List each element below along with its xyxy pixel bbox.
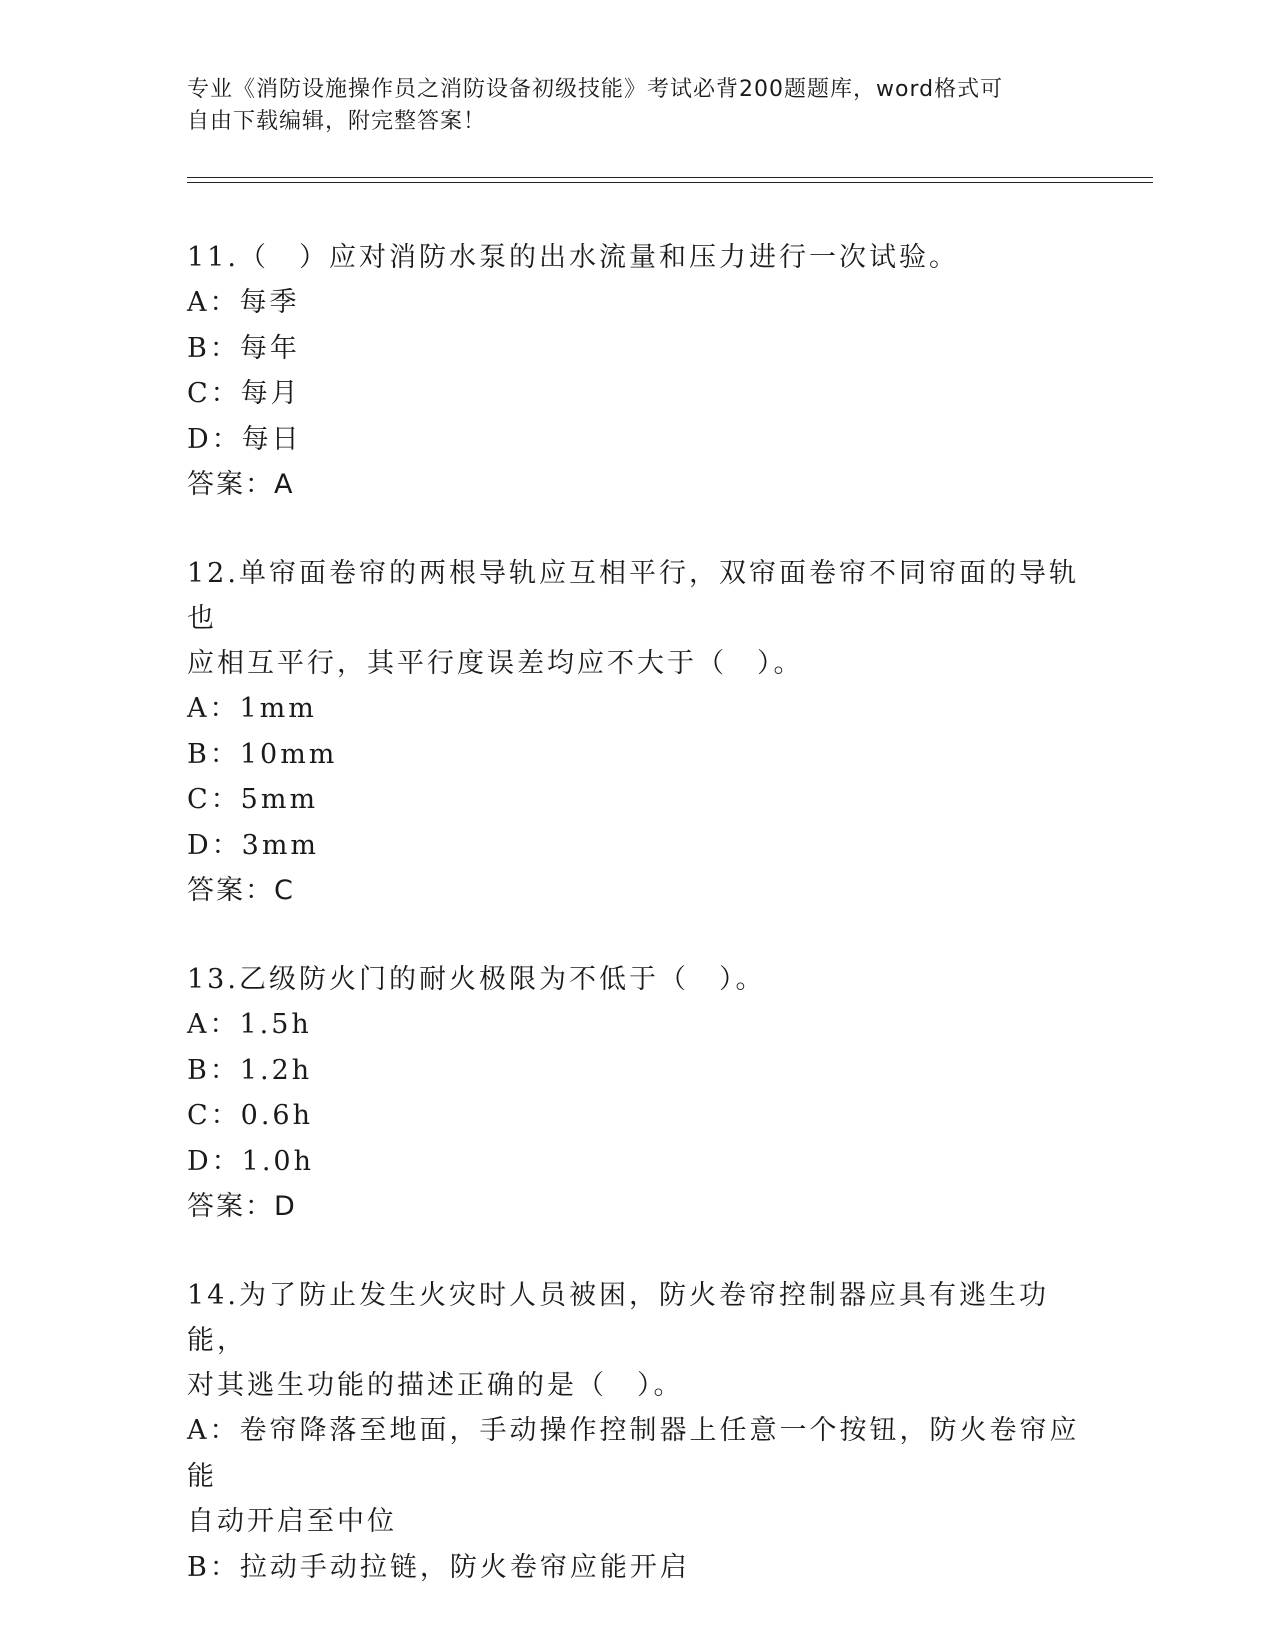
question-14 — [187, 1273, 1087, 1590]
option-d: D：3mm — [187, 829, 320, 861]
question-12 — [187, 551, 1087, 913]
question-stem — [187, 957, 1087, 1002]
question-stem — [187, 1273, 1087, 1408]
question-stem-line: 对其逃生功能的描述正确的是（ ）。 — [187, 1370, 684, 1401]
question-11 — [187, 235, 1087, 507]
option-c: C：0.6h — [187, 1100, 313, 1131]
question-stem-line: 12.单帘面卷帘的两根导轨应互相平行，双帘面卷帘不同帘面的导轨也 — [187, 558, 1079, 634]
option-d: D：1.0h — [187, 1145, 314, 1177]
answer-line: 答案：D — [187, 1191, 297, 1222]
question-stem — [187, 551, 1087, 686]
option-a — [187, 1408, 1087, 1545]
header-divider-bottom — [187, 182, 1153, 183]
question-list — [187, 235, 1087, 1634]
question-stem-line: 14.为了防止发生火灾时人员被困，防火卷帘控制器应具有逃生功能， — [187, 1280, 1049, 1356]
option-b: B：每年 — [187, 332, 300, 364]
option-line: 自动开启至中位 — [187, 1506, 397, 1537]
option-a: A：1mm — [187, 693, 317, 724]
question-stem-line: 13.乙级防火门的耐火极限为不低于（ ）。 — [187, 964, 766, 995]
header-line-1: 专业《消防设施操作员之消防设备初级技能》考试必背200题题库，word格式可 — [187, 77, 1004, 102]
document-header — [187, 74, 1067, 138]
option-b: B：10mm — [187, 738, 338, 770]
option-line: A：卷帘降落至地面，手动操作控制器上任意一个按钮，防火卷帘应能 — [187, 1415, 1080, 1492]
option-a: A：每季 — [187, 287, 300, 318]
option-a: A：1.5h — [187, 1009, 312, 1040]
header-line-2: 自由下载编辑，附完整答案！ — [187, 109, 487, 134]
option-b: B：1.2h — [187, 1054, 313, 1086]
option-c: C：5mm — [187, 784, 319, 815]
answer-line: 答案：A — [187, 469, 295, 500]
question-stem-line: 11.（ ）应对消防水泵的出水流量和压力进行一次试验。 — [187, 242, 959, 273]
header-divider-top — [187, 177, 1153, 178]
question-stem — [187, 235, 1087, 280]
answer-line: 答案：C — [187, 875, 295, 906]
question-13 — [187, 957, 1087, 1229]
question-stem-line: 应相互平行，其平行度误差均应不大于（ ）。 — [187, 648, 804, 679]
option-d: D：每日 — [187, 423, 302, 455]
option-c: C：每月 — [187, 378, 301, 409]
option-b: B：拉动手动拉链，防火卷帘应能开启 — [187, 1551, 690, 1583]
